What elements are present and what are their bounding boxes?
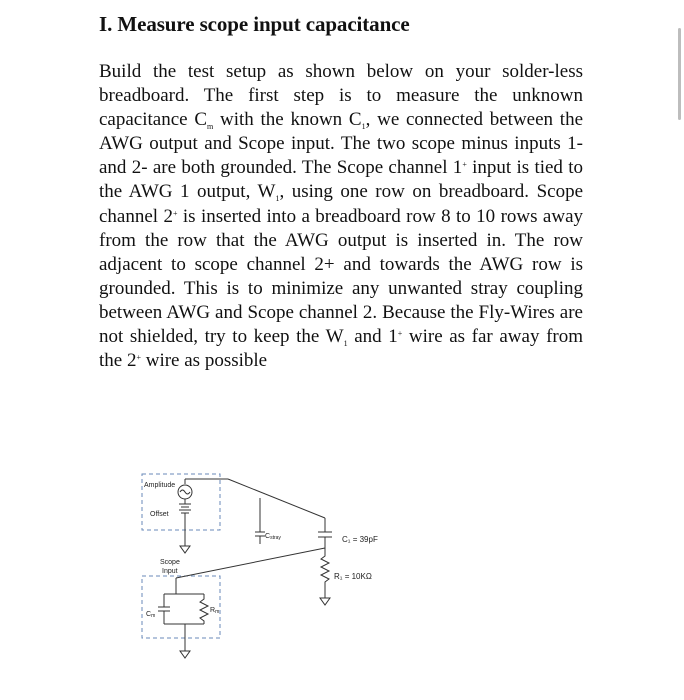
scope-input-box xyxy=(142,576,220,638)
ground-icon xyxy=(180,651,190,658)
superscript: + xyxy=(136,353,141,363)
superscript: + xyxy=(397,329,403,339)
rm-sub: m xyxy=(215,609,220,615)
cm-sub: m xyxy=(151,613,156,619)
paragraph-text: , we connected between the AWG output and Scope input. The two scope minus inputs 1- and 2- are both grounded. The Scope channel 1 xyxy=(99,109,584,179)
paragraph-text: with the known C xyxy=(213,109,362,131)
amplitude-label: Amplitude xyxy=(144,482,176,489)
subscript: 1 xyxy=(343,339,348,349)
paragraph-text: wire as far away from the 2 xyxy=(99,326,583,372)
ground-icon xyxy=(180,546,190,553)
r1-label: R₁ = 10KΩ xyxy=(334,572,372,581)
subscript: 1 xyxy=(275,194,280,204)
paragraph-text: and 1 xyxy=(347,326,398,348)
scope-input-label: Input xyxy=(162,568,178,575)
cm-main: C xyxy=(146,611,152,618)
paragraph-text: , using one row on breadboard. Scope channel 2 xyxy=(99,181,583,227)
section-heading: I. Measure scope input capacitance xyxy=(99,12,410,36)
cstray-main: C xyxy=(265,533,271,540)
instructions-paragraph xyxy=(99,60,583,373)
superscript: + xyxy=(172,208,178,218)
offset-label: Offset xyxy=(150,511,169,518)
cstray-sub: stray xyxy=(270,535,281,541)
scrollbar[interactable] xyxy=(678,28,681,120)
superscript: + xyxy=(462,160,467,170)
rm-label xyxy=(210,607,219,615)
paragraph-text: wire as possible xyxy=(140,350,268,372)
circuit-diagram xyxy=(130,466,410,666)
subscript: 1 xyxy=(361,122,366,132)
cstray-label xyxy=(265,533,281,541)
resistor-rm xyxy=(200,594,208,624)
c1-label: C₁ = 39pF xyxy=(342,535,378,544)
paragraph-text: input is tied to the AWG 1 output, W xyxy=(99,157,584,203)
rm-main: R xyxy=(210,607,216,614)
subscript: m xyxy=(207,122,214,132)
cm-label xyxy=(146,611,155,619)
ground-icon xyxy=(320,598,330,605)
paragraph-text: is inserted into a breadboard row 8 to 10 rows away from the row that the AWG output is inserted in. The row adjacent to scope channel 2+ and towards the AWG row is grounded. This is to minimize any unwanted stray coupling between AWG and Scope channel 2. Because the Fly-Wires are not shielded, try to keep the W xyxy=(99,205,584,348)
resistor-r1 xyxy=(321,548,329,598)
scope-label: Scope xyxy=(160,559,180,566)
paragraph-text: Build the test setup as shown below on your solder-less breadboard. The first step is to measure the unknown capacitance C xyxy=(99,61,583,131)
